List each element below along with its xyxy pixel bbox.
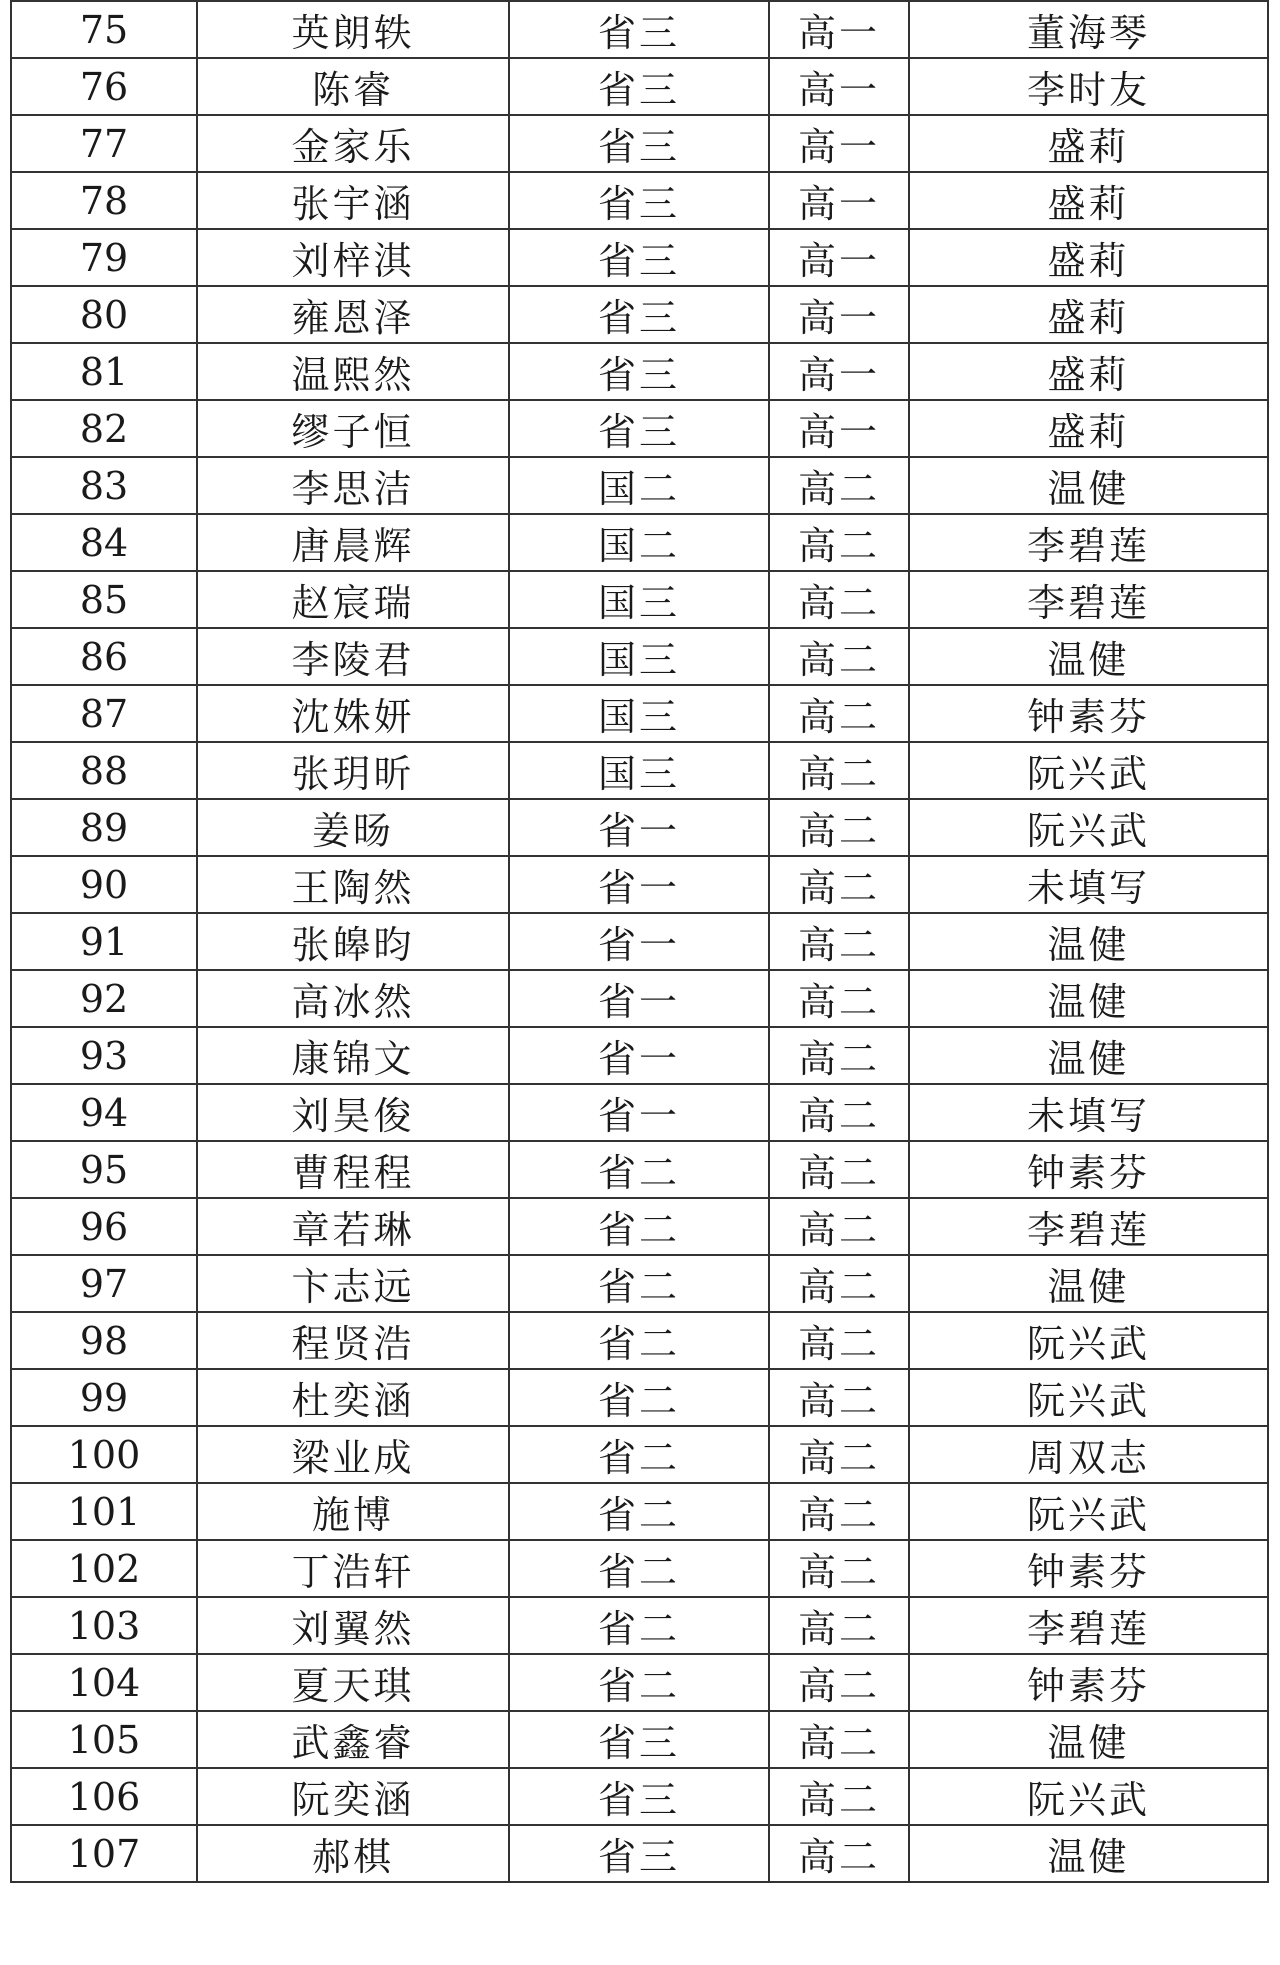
- award-level-cell: 省三: [509, 229, 769, 286]
- student-name-cell: 丁浩轩: [197, 1540, 509, 1597]
- student-name-cell: 夏天琪: [197, 1654, 509, 1711]
- student-name-cell: 沈姝妍: [197, 685, 509, 742]
- student-name-cell: 唐晨辉: [197, 514, 509, 571]
- teacher-name-cell: 未填写: [909, 1084, 1268, 1141]
- grade-cell: 高一: [769, 286, 909, 343]
- award-level-cell: 省三: [509, 1, 769, 58]
- table-row: [11, 1027, 1268, 1084]
- award-level-cell: 省三: [509, 1711, 769, 1768]
- teacher-name-cell: 盛莉: [909, 400, 1268, 457]
- row-number-cell: 100: [11, 1426, 197, 1483]
- teacher-name-cell: 周双志: [909, 1426, 1268, 1483]
- student-name-cell: 武鑫睿: [197, 1711, 509, 1768]
- row-number-cell: 102: [11, 1540, 197, 1597]
- table-row: [11, 1312, 1268, 1369]
- row-number-cell: 89: [11, 799, 197, 856]
- row-number-cell: 83: [11, 457, 197, 514]
- row-number-cell: 93: [11, 1027, 197, 1084]
- student-name-cell: 李思洁: [197, 457, 509, 514]
- grade-cell: 高二: [769, 1654, 909, 1711]
- student-name-cell: 阮奕涵: [197, 1768, 509, 1825]
- grade-cell: 高二: [769, 856, 909, 913]
- award-level-cell: 省三: [509, 1768, 769, 1825]
- award-level-cell: 省一: [509, 799, 769, 856]
- award-level-cell: 国二: [509, 514, 769, 571]
- grade-cell: 高二: [769, 1141, 909, 1198]
- table-row: [11, 913, 1268, 970]
- award-level-cell: 国二: [509, 457, 769, 514]
- student-name-cell: 刘昊俊: [197, 1084, 509, 1141]
- teacher-name-cell: 李碧莲: [909, 514, 1268, 571]
- table-row: [11, 229, 1268, 286]
- teacher-name-cell: 温健: [909, 1027, 1268, 1084]
- teacher-name-cell: 温健: [909, 457, 1268, 514]
- award-level-cell: 国三: [509, 742, 769, 799]
- table-row: [11, 970, 1268, 1027]
- student-name-cell: 赵宸瑞: [197, 571, 509, 628]
- student-name-cell: 卞志远: [197, 1255, 509, 1312]
- teacher-name-cell: 李碧莲: [909, 571, 1268, 628]
- row-number-cell: 94: [11, 1084, 197, 1141]
- award-level-cell: 省一: [509, 856, 769, 913]
- grade-cell: 高二: [769, 799, 909, 856]
- table-row: [11, 1084, 1268, 1141]
- table-row: [11, 1711, 1268, 1768]
- row-number-cell: 75: [11, 1, 197, 58]
- award-level-cell: 国三: [509, 571, 769, 628]
- student-name-cell: 陈睿: [197, 58, 509, 115]
- student-name-cell: 章若琳: [197, 1198, 509, 1255]
- grade-cell: 高二: [769, 1540, 909, 1597]
- teacher-name-cell: 阮兴武: [909, 1312, 1268, 1369]
- grade-cell: 高二: [769, 685, 909, 742]
- teacher-name-cell: 阮兴武: [909, 1369, 1268, 1426]
- teacher-name-cell: 钟素芬: [909, 685, 1268, 742]
- grade-cell: 高二: [769, 1825, 909, 1882]
- award-level-cell: 省二: [509, 1426, 769, 1483]
- row-number-cell: 98: [11, 1312, 197, 1369]
- student-name-cell: 刘翼然: [197, 1597, 509, 1654]
- row-number-cell: 105: [11, 1711, 197, 1768]
- row-number-cell: 79: [11, 229, 197, 286]
- table-row: [11, 628, 1268, 685]
- student-name-cell: 刘梓淇: [197, 229, 509, 286]
- grade-cell: 高二: [769, 457, 909, 514]
- teacher-name-cell: 钟素芬: [909, 1654, 1268, 1711]
- roster-table: [10, 0, 1269, 1883]
- student-name-cell: 张皞昀: [197, 913, 509, 970]
- award-level-cell: 省三: [509, 286, 769, 343]
- award-level-cell: 省三: [509, 115, 769, 172]
- table-row: [11, 1255, 1268, 1312]
- teacher-name-cell: 李碧莲: [909, 1198, 1268, 1255]
- table-row: [11, 58, 1268, 115]
- row-number-cell: 86: [11, 628, 197, 685]
- teacher-name-cell: 盛莉: [909, 343, 1268, 400]
- row-number-cell: 106: [11, 1768, 197, 1825]
- table-row: [11, 1768, 1268, 1825]
- award-level-cell: 国三: [509, 628, 769, 685]
- row-number-cell: 78: [11, 172, 197, 229]
- award-level-cell: 省三: [509, 58, 769, 115]
- teacher-name-cell: 李时友: [909, 58, 1268, 115]
- award-level-cell: 省一: [509, 913, 769, 970]
- table-row: [11, 400, 1268, 457]
- grade-cell: 高一: [769, 115, 909, 172]
- row-number-cell: 101: [11, 1483, 197, 1540]
- teacher-name-cell: 温健: [909, 628, 1268, 685]
- row-number-cell: 80: [11, 286, 197, 343]
- award-level-cell: 国三: [509, 685, 769, 742]
- grade-cell: 高二: [769, 1483, 909, 1540]
- table-row: [11, 286, 1268, 343]
- teacher-name-cell: 钟素芬: [909, 1141, 1268, 1198]
- row-number-cell: 82: [11, 400, 197, 457]
- grade-cell: 高二: [769, 913, 909, 970]
- row-number-cell: 104: [11, 1654, 197, 1711]
- grade-cell: 高二: [769, 571, 909, 628]
- award-level-cell: 省二: [509, 1654, 769, 1711]
- grade-cell: 高一: [769, 400, 909, 457]
- grade-cell: 高一: [769, 229, 909, 286]
- award-level-cell: 省一: [509, 1084, 769, 1141]
- teacher-name-cell: 阮兴武: [909, 799, 1268, 856]
- award-level-cell: 省一: [509, 1027, 769, 1084]
- row-number-cell: 90: [11, 856, 197, 913]
- student-name-cell: 姜旸: [197, 799, 509, 856]
- award-level-cell: 省二: [509, 1198, 769, 1255]
- table-row: [11, 1483, 1268, 1540]
- row-number-cell: 103: [11, 1597, 197, 1654]
- student-name-cell: 施博: [197, 1483, 509, 1540]
- teacher-name-cell: 盛莉: [909, 286, 1268, 343]
- student-name-cell: 程贤浩: [197, 1312, 509, 1369]
- row-number-cell: 92: [11, 970, 197, 1027]
- row-number-cell: 97: [11, 1255, 197, 1312]
- teacher-name-cell: 阮兴武: [909, 1768, 1268, 1825]
- row-number-cell: 107: [11, 1825, 197, 1882]
- grade-cell: 高二: [769, 1597, 909, 1654]
- grade-cell: 高二: [769, 514, 909, 571]
- table-row: [11, 343, 1268, 400]
- student-name-cell: 梁业成: [197, 1426, 509, 1483]
- award-level-cell: 省二: [509, 1141, 769, 1198]
- teacher-name-cell: 李碧莲: [909, 1597, 1268, 1654]
- award-level-cell: 省一: [509, 970, 769, 1027]
- grade-cell: 高一: [769, 58, 909, 115]
- grade-cell: 高二: [769, 1255, 909, 1312]
- roster-sheet: [10, 0, 1267, 1883]
- row-number-cell: 91: [11, 913, 197, 970]
- table-row: [11, 685, 1268, 742]
- grade-cell: 高一: [769, 343, 909, 400]
- student-name-cell: 张宇涵: [197, 172, 509, 229]
- teacher-name-cell: 温健: [909, 1255, 1268, 1312]
- award-level-cell: 省二: [509, 1255, 769, 1312]
- student-name-cell: 高冰然: [197, 970, 509, 1027]
- grade-cell: 高二: [769, 1369, 909, 1426]
- award-level-cell: 省二: [509, 1369, 769, 1426]
- table-row: [11, 1426, 1268, 1483]
- table-row: [11, 1597, 1268, 1654]
- row-number-cell: 76: [11, 58, 197, 115]
- table-row: [11, 1, 1268, 58]
- row-number-cell: 95: [11, 1141, 197, 1198]
- grade-cell: 高二: [769, 1312, 909, 1369]
- award-level-cell: 省三: [509, 1825, 769, 1882]
- student-name-cell: 金家乐: [197, 115, 509, 172]
- grade-cell: 高二: [769, 1084, 909, 1141]
- table-row: [11, 1141, 1268, 1198]
- student-name-cell: 杜奕涵: [197, 1369, 509, 1426]
- grade-cell: 高二: [769, 1027, 909, 1084]
- student-name-cell: 郝棋: [197, 1825, 509, 1882]
- row-number-cell: 77: [11, 115, 197, 172]
- grade-cell: 高二: [769, 1198, 909, 1255]
- teacher-name-cell: 温健: [909, 1825, 1268, 1882]
- student-name-cell: 康锦文: [197, 1027, 509, 1084]
- teacher-name-cell: 阮兴武: [909, 1483, 1268, 1540]
- row-number-cell: 99: [11, 1369, 197, 1426]
- table-row: [11, 799, 1268, 856]
- student-name-cell: 王陶然: [197, 856, 509, 913]
- student-name-cell: 雍恩泽: [197, 286, 509, 343]
- teacher-name-cell: 盛莉: [909, 115, 1268, 172]
- award-level-cell: 省三: [509, 172, 769, 229]
- student-name-cell: 缪子恒: [197, 400, 509, 457]
- table-row: [11, 1654, 1268, 1711]
- table-row: [11, 457, 1268, 514]
- row-number-cell: 88: [11, 742, 197, 799]
- teacher-name-cell: 阮兴武: [909, 742, 1268, 799]
- grade-cell: 高二: [769, 1768, 909, 1825]
- student-name-cell: 李陵君: [197, 628, 509, 685]
- table-row: [11, 1825, 1268, 1882]
- row-number-cell: 85: [11, 571, 197, 628]
- table-row: [11, 514, 1268, 571]
- teacher-name-cell: 董海琴: [909, 1, 1268, 58]
- table-row: [11, 856, 1268, 913]
- student-name-cell: 英朗轶: [197, 1, 509, 58]
- award-level-cell: 省三: [509, 343, 769, 400]
- table-row: [11, 115, 1268, 172]
- grade-cell: 高一: [769, 1, 909, 58]
- grade-cell: 高一: [769, 172, 909, 229]
- grade-cell: 高二: [769, 970, 909, 1027]
- table-row: [11, 1540, 1268, 1597]
- row-number-cell: 96: [11, 1198, 197, 1255]
- teacher-name-cell: 温健: [909, 913, 1268, 970]
- table-row: [11, 172, 1268, 229]
- row-number-cell: 87: [11, 685, 197, 742]
- grade-cell: 高二: [769, 1711, 909, 1768]
- award-level-cell: 省二: [509, 1312, 769, 1369]
- table-row: [11, 571, 1268, 628]
- table-row: [11, 1198, 1268, 1255]
- award-level-cell: 省二: [509, 1483, 769, 1540]
- teacher-name-cell: 钟素芬: [909, 1540, 1268, 1597]
- teacher-name-cell: 温健: [909, 1711, 1268, 1768]
- student-name-cell: 张玥昕: [197, 742, 509, 799]
- teacher-name-cell: 盛莉: [909, 229, 1268, 286]
- table-row: [11, 742, 1268, 799]
- grade-cell: 高二: [769, 628, 909, 685]
- award-level-cell: 省二: [509, 1540, 769, 1597]
- teacher-name-cell: 温健: [909, 970, 1268, 1027]
- table-row: [11, 1369, 1268, 1426]
- row-number-cell: 81: [11, 343, 197, 400]
- roster-table-body: [11, 1, 1268, 1882]
- award-level-cell: 省二: [509, 1597, 769, 1654]
- award-level-cell: 省三: [509, 400, 769, 457]
- teacher-name-cell: 盛莉: [909, 172, 1268, 229]
- grade-cell: 高二: [769, 1426, 909, 1483]
- row-number-cell: 84: [11, 514, 197, 571]
- student-name-cell: 温熙然: [197, 343, 509, 400]
- teacher-name-cell: 未填写: [909, 856, 1268, 913]
- grade-cell: 高二: [769, 742, 909, 799]
- student-name-cell: 曹程程: [197, 1141, 509, 1198]
